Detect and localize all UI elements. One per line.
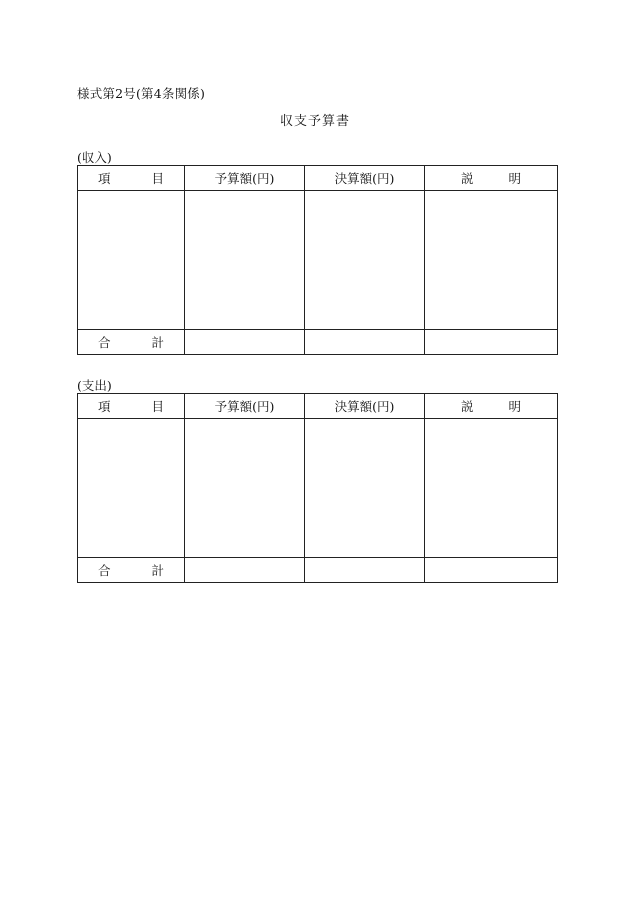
income-settlement-cell[interactable] xyxy=(305,191,425,330)
income-item-cell[interactable] xyxy=(78,191,185,330)
expense-total-row xyxy=(78,558,558,583)
income-section-label: (収入) xyxy=(77,150,112,165)
total-char1: 合 xyxy=(98,563,111,578)
item-header-char1: 項 xyxy=(98,399,111,414)
form-number: 様式第2号(第4条関係) xyxy=(77,86,206,101)
expense-section-label: (支出) xyxy=(77,378,112,393)
item-header xyxy=(78,394,185,419)
document-title: 収支予算書 xyxy=(279,114,350,129)
income-table xyxy=(77,165,558,355)
budget-header: 予算額(円) xyxy=(185,394,305,419)
total-char2: 計 xyxy=(151,335,164,350)
description-header-char1: 説 xyxy=(461,171,474,186)
description-header-char2: 明 xyxy=(508,171,521,186)
settlement-header: 決算額(円) xyxy=(305,166,425,191)
expense-total-description-cell[interactable] xyxy=(425,558,558,583)
expense-budget-cell[interactable] xyxy=(185,419,305,558)
description-header xyxy=(425,166,558,191)
expense-total-budget-cell[interactable] xyxy=(185,558,305,583)
income-total-description-cell[interactable] xyxy=(425,330,558,355)
income-total-row xyxy=(78,330,558,355)
expense-settlement-cell[interactable] xyxy=(305,419,425,558)
income-header-row xyxy=(78,166,558,191)
description-header-char1: 説 xyxy=(461,399,474,414)
total-char1: 合 xyxy=(98,335,111,350)
total-char2: 計 xyxy=(151,563,164,578)
income-entry-row xyxy=(78,191,558,330)
item-header-char1: 項 xyxy=(98,171,111,186)
income-budget-cell[interactable] xyxy=(185,191,305,330)
expense-header-row xyxy=(78,394,558,419)
income-total-settlement-cell[interactable] xyxy=(305,330,425,355)
expense-total-settlement-cell[interactable] xyxy=(305,558,425,583)
income-total-label xyxy=(78,330,185,355)
expense-item-cell[interactable] xyxy=(78,419,185,558)
settlement-header: 決算額(円) xyxy=(305,394,425,419)
description-header-char2: 明 xyxy=(508,399,521,414)
budget-header: 予算額(円) xyxy=(185,166,305,191)
income-total-budget-cell[interactable] xyxy=(185,330,305,355)
description-header xyxy=(425,394,558,419)
item-header-char2: 目 xyxy=(151,399,164,414)
expense-table xyxy=(77,393,558,583)
expense-entry-row xyxy=(78,419,558,558)
item-header-char2: 目 xyxy=(151,171,164,186)
expense-description-cell[interactable] xyxy=(425,419,558,558)
item-header xyxy=(78,166,185,191)
income-description-cell[interactable] xyxy=(425,191,558,330)
expense-total-label xyxy=(78,558,185,583)
